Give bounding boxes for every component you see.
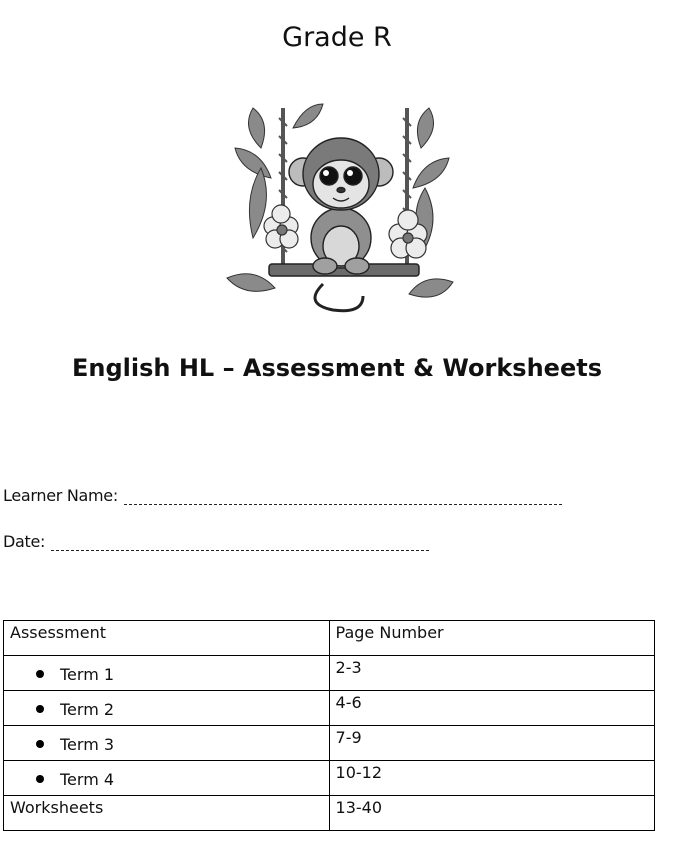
table-header-row [4,621,655,656]
flower-left-icon [264,205,298,248]
table-row [4,656,655,691]
learner-name-blank[interactable] [124,490,562,505]
bullet-icon [36,705,44,713]
bullet-icon [36,670,44,678]
term-cell [4,656,330,691]
document-subtitle: English HL – Assessment & Worksheets [72,354,602,382]
term-cell [4,726,330,761]
monkey-icon [289,138,393,311]
date-blank[interactable] [51,536,429,551]
assessment-table [3,620,655,831]
header-assessment: Assessment [4,621,330,656]
header-page-number: Page Number [329,621,654,656]
term-cell [4,761,330,796]
date-field[interactable] [3,532,429,551]
learner-name-field[interactable] [3,486,562,505]
page-title: Grade R [282,22,392,53]
page-range: 13-40 [329,796,654,831]
term-cell [4,691,330,726]
worksheets-label: Worksheets [4,796,330,831]
bullet-icon [36,775,44,783]
page-range: 2-3 [329,656,654,691]
date-label: Date: [3,532,46,551]
term-label: Term 3 [60,734,115,754]
term-label: Term 4 [60,769,115,789]
monkey-on-swing-illustration [213,88,469,324]
table-row [4,796,655,831]
bullet-icon [36,740,44,748]
page-range: 7-9 [329,726,654,761]
leaves-left-icon [227,104,323,291]
term-label: Term 1 [60,664,115,684]
page-range: 10-12 [329,761,654,796]
table-row [4,691,655,726]
learner-name-label: Learner Name: [3,486,118,505]
table-row [4,726,655,761]
page-range: 4-6 [329,691,654,726]
term-label: Term 2 [60,699,115,719]
table-row [4,761,655,796]
